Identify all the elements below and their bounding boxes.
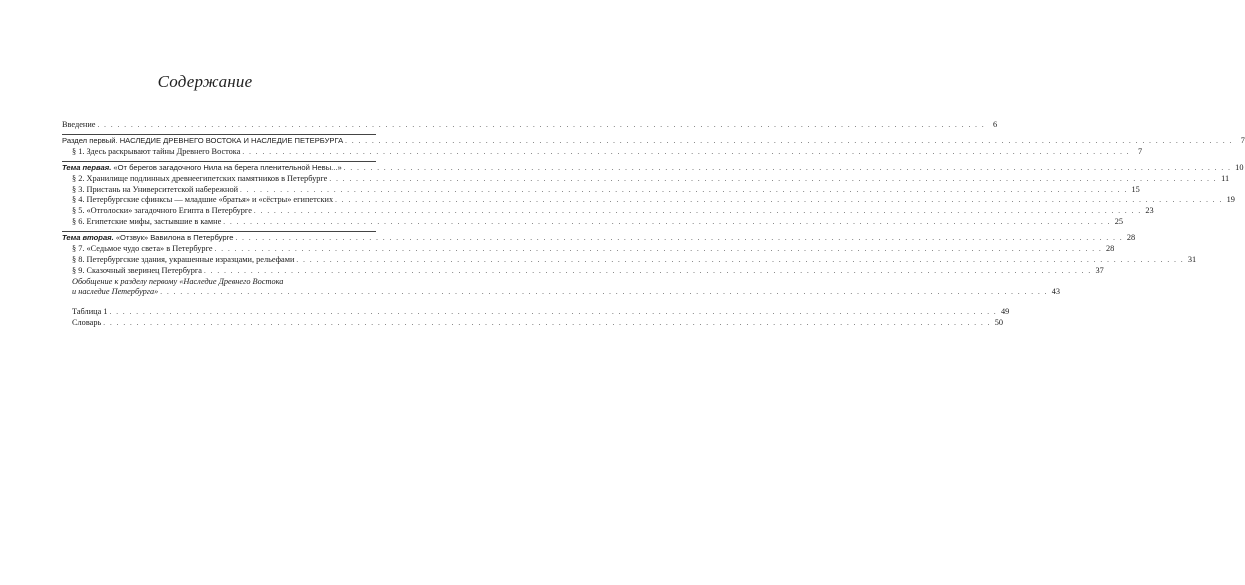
leader-dots xyxy=(254,207,1142,217)
toc-entry-label: § 7. «Седьмое чудо света» в Петербурге xyxy=(72,244,213,254)
toc-entry-label: § 6. Египетские мифы, застывшие в камне xyxy=(72,217,222,227)
toc-entry-label: § 8. Петербургские здания, украшенные изразцами, рельефами xyxy=(72,254,295,264)
toc-entry-label: § 5. «Отголоски» загадочного Египта в Петербурге xyxy=(72,206,252,216)
toc-entry-s6[interactable] xyxy=(62,217,1124,228)
toc-page-number: 19 xyxy=(1226,195,1235,205)
theme-prefix: Тема первая. xyxy=(62,162,112,172)
toc-page-number: 23 xyxy=(1145,206,1154,216)
toc-page-number: 7 xyxy=(1240,135,1245,145)
leader-dots xyxy=(344,164,1232,174)
leader-dots xyxy=(160,288,1048,298)
toc-entry-s3[interactable] xyxy=(62,184,1140,196)
toc-page-number: 31 xyxy=(1187,254,1197,264)
toc-entry-summary[interactable] xyxy=(62,286,1061,298)
toc-entry-summary-line1[interactable]: Обобщение к разделу первому «Наследие Древнего Востока xyxy=(72,276,284,286)
toc-page-number: 43 xyxy=(1051,286,1061,296)
leader-dots xyxy=(204,267,1092,277)
leader-dots xyxy=(97,121,985,131)
toc-entry-table[interactable] xyxy=(62,306,1010,318)
toc-entry-s1[interactable] xyxy=(62,146,1143,158)
leader-dots xyxy=(242,148,1130,158)
toc-entry-theme2[interactable] xyxy=(62,231,1136,244)
leader-dots xyxy=(335,196,1223,206)
toc-page-number: 49 xyxy=(1000,306,1010,316)
leader-dots xyxy=(235,234,1123,244)
toc-page-number: 11 xyxy=(1221,173,1230,183)
leader-dots xyxy=(296,256,1184,266)
toc-entry-label: Словарь xyxy=(72,317,102,327)
leader-dots xyxy=(240,186,1128,196)
theme-prefix: Тема вторая. xyxy=(62,233,114,243)
table-of-contents xyxy=(62,120,1245,328)
toc-entry-label: § 2. Хранилище подлинных древнеегипетских памятников в Петербурге xyxy=(72,173,328,183)
leader-dots xyxy=(345,137,1233,147)
toc-page-number: 7 xyxy=(1137,146,1143,156)
page-title: Содержание xyxy=(157,72,253,91)
leader-dots xyxy=(103,319,991,329)
toc-entry-dictionary[interactable] xyxy=(62,317,1003,329)
toc-entry-label: § 1. Здесь раскрывают тайны Древнего Востока xyxy=(72,146,241,156)
toc-entry-label: «Отзвук» Вавилона в Петербурге xyxy=(115,233,234,243)
toc-page-number: 50 xyxy=(994,317,1003,327)
toc-entry-part1[interactable] xyxy=(62,134,1245,147)
leader-dots xyxy=(215,245,1103,255)
toc-entry-label: НАСЛЕДИЕ ДРЕВНЕГО ВОСТОКА И НАСЛЕДИЕ ПЕТЕРБУРГА xyxy=(119,135,344,145)
toc-entry-s8[interactable] xyxy=(62,254,1197,266)
toc-entry-label: § 9. Сказочный зверинец Петербурга xyxy=(72,265,202,275)
leader-dots xyxy=(223,218,1111,228)
toc-entry-label: Введение xyxy=(62,120,96,129)
spacer xyxy=(62,298,376,307)
toc-entry-s4[interactable] xyxy=(62,195,1235,206)
toc-entry-s7[interactable] xyxy=(62,244,1115,255)
toc-entry-theme1[interactable] xyxy=(62,161,1244,174)
toc-page-number: 25 xyxy=(1114,217,1124,227)
leader-dots xyxy=(110,308,998,318)
toc-page-number: 28 xyxy=(1106,244,1115,254)
toc-page-number: 10 xyxy=(1235,162,1244,172)
toc-page-number: 15 xyxy=(1131,184,1140,194)
toc-entry-label: § 3. Пристань на Университетской набережной xyxy=(72,184,239,194)
toc-page-number: 28 xyxy=(1126,233,1136,243)
leader-dots xyxy=(329,175,1217,185)
toc-page-number: 37 xyxy=(1095,265,1104,275)
toc-page-number: 6 xyxy=(993,120,998,129)
toc-entry-label: § 4. Петербургские сфинксы — младшие «братья» и «сёстры» египетских xyxy=(72,195,334,205)
toc-entry-s5[interactable] xyxy=(62,206,1154,217)
toc-entry-label: Таблица 1 xyxy=(72,306,108,316)
toc-entry-intro[interactable] xyxy=(62,120,998,131)
toc-entry-label: «От берегов загадочного Нила на берега пленительной Невы...» xyxy=(113,162,342,172)
toc-entry-s9[interactable] xyxy=(62,265,1104,277)
toc-entry-s2[interactable] xyxy=(62,173,1230,185)
section-prefix: Раздел первый. xyxy=(62,135,118,145)
toc-entry-label: и наследие Петербурга» xyxy=(72,286,159,296)
